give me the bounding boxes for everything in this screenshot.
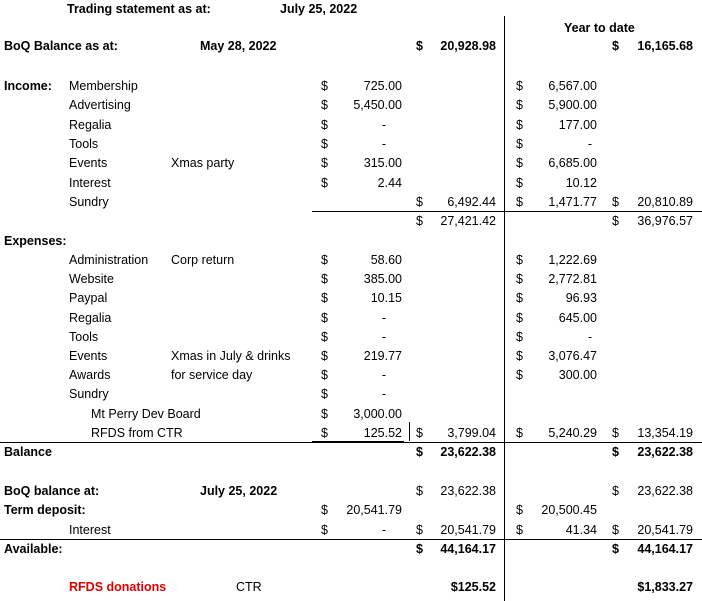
closing-date: July 25, 2022 bbox=[200, 484, 278, 498]
currency-symbol: $ bbox=[321, 503, 328, 517]
line-item-amount: 2.44 bbox=[377, 175, 402, 190]
line-item-ytd: 5,900.00 bbox=[548, 98, 597, 113]
currency-symbol: $ bbox=[516, 117, 523, 132]
available-label: Available: bbox=[4, 542, 63, 556]
line-item-name: Events bbox=[69, 349, 108, 363]
income-total-ytd: 20,810.89 bbox=[637, 195, 693, 209]
currency-symbol: $ bbox=[416, 426, 423, 440]
term-interest-label: Interest bbox=[69, 523, 111, 537]
currency-symbol: $ bbox=[416, 39, 423, 53]
income-subtotal-current: 27,421.42 bbox=[440, 214, 496, 228]
expenses-total-current: 3,799.04 bbox=[447, 426, 496, 440]
donations-label: RFDS donations bbox=[69, 580, 167, 594]
available-current: 44,164.17 bbox=[440, 542, 496, 556]
income-total-current: 6,492.44 bbox=[447, 195, 496, 209]
currency-symbol: $ bbox=[321, 407, 328, 421]
line-item-name: Tools bbox=[69, 329, 99, 344]
expenses-ytd-extra: 5,240.29 bbox=[548, 426, 597, 440]
sub-item-amount: 3,000.00 bbox=[353, 407, 402, 421]
expenses-total-rule bbox=[0, 442, 702, 443]
currency-symbol: $ bbox=[321, 117, 328, 132]
line-item-amount: 725.00 bbox=[363, 79, 402, 93]
line-item-ytd: 6,685.00 bbox=[548, 156, 597, 171]
available-ytd: 44,164.17 bbox=[637, 542, 693, 556]
currency-symbol: $ bbox=[321, 253, 328, 267]
currency-symbol: $ bbox=[516, 175, 523, 190]
sub-item-amount: 125.52 bbox=[363, 426, 402, 440]
currency-symbol: $ bbox=[516, 156, 523, 171]
sub-item-name: Mt Perry Dev Board bbox=[91, 407, 201, 421]
line-item-ytd: 1,222.69 bbox=[548, 253, 597, 267]
currency-symbol: $ bbox=[516, 291, 523, 306]
currency-symbol: $ bbox=[612, 523, 619, 537]
line-item-note: Xmas in July & drinks bbox=[171, 349, 291, 363]
term-label: Term deposit: bbox=[4, 503, 86, 517]
sub-item-name: RFDS from CTR bbox=[91, 426, 183, 440]
currency-symbol: $ bbox=[416, 523, 423, 537]
ytd-heading: Year to date bbox=[564, 21, 635, 35]
line-item-amount: - bbox=[381, 387, 386, 402]
currency-symbol: $ bbox=[516, 253, 523, 267]
line-item-ytd: 300.00 bbox=[558, 368, 597, 383]
currency-symbol: $ bbox=[516, 503, 523, 517]
donations-current: $125.52 bbox=[450, 580, 496, 594]
currency-symbol: $ bbox=[416, 484, 423, 498]
balance-ytd: 23,622.38 bbox=[637, 445, 693, 459]
line-item-ytd: 2,772.81 bbox=[548, 272, 597, 287]
currency-symbol: $ bbox=[321, 272, 328, 287]
line-item-name: Regalia bbox=[69, 310, 112, 325]
line-item-amount: 5,450.00 bbox=[353, 98, 402, 113]
balance-current: 23,622.38 bbox=[440, 445, 496, 459]
income-subtotal-ytd: 36,976.57 bbox=[637, 214, 693, 228]
currency-symbol: $ bbox=[612, 214, 619, 228]
currency-symbol: $ bbox=[416, 542, 423, 556]
currency-symbol: $ bbox=[321, 387, 328, 402]
currency-symbol: $ bbox=[516, 194, 523, 209]
line-item-ytd: - bbox=[587, 329, 592, 344]
line-item-name: Sundry bbox=[69, 194, 109, 209]
currency-symbol: $ bbox=[516, 329, 523, 344]
term-amount: 20,541.79 bbox=[346, 503, 402, 517]
line-item-ytd: 10.12 bbox=[565, 175, 597, 190]
statement-title: Trading statement as at: bbox=[67, 2, 211, 16]
term-ytd-amount: 20,500.45 bbox=[541, 503, 597, 517]
line-item-ytd: 96.93 bbox=[565, 291, 597, 306]
current-ytd-divider bbox=[504, 16, 505, 601]
line-item-note: Xmas party bbox=[171, 156, 235, 171]
currency-symbol: $ bbox=[612, 195, 619, 209]
currency-symbol: $ bbox=[516, 368, 523, 383]
line-item-name: Membership bbox=[69, 79, 138, 93]
line-item-name: Website bbox=[69, 272, 114, 287]
line-item-amount: - bbox=[381, 368, 386, 383]
currency-symbol: $ bbox=[416, 445, 423, 459]
currency-symbol: $ bbox=[612, 445, 619, 459]
currency-symbol: $ bbox=[416, 195, 423, 209]
currency-symbol: $ bbox=[321, 310, 328, 325]
line-item-ytd: - bbox=[587, 136, 592, 151]
currency-symbol: $ bbox=[321, 79, 328, 93]
expenses-total-ytd: 13,354.19 bbox=[637, 426, 693, 440]
line-item-ytd: 1,471.77 bbox=[548, 194, 597, 209]
currency-symbol: $ bbox=[612, 484, 619, 498]
line-item-amount: 10.15 bbox=[370, 291, 402, 306]
opening-label: BoQ Balance as at: bbox=[4, 39, 118, 53]
line-item-amount: 385.00 bbox=[363, 272, 402, 287]
currency-symbol: $ bbox=[516, 349, 523, 363]
closing-label: BoQ balance at: bbox=[4, 484, 100, 498]
line-item-name: Paypal bbox=[69, 291, 108, 306]
currency-symbol: $ bbox=[516, 136, 523, 151]
currency-symbol: $ bbox=[416, 214, 423, 228]
currency-symbol: $ bbox=[516, 98, 523, 113]
currency-symbol: $ bbox=[612, 426, 619, 440]
currency-symbol: $ bbox=[321, 329, 328, 344]
currency-symbol: $ bbox=[516, 426, 523, 440]
line-item-amount: 219.77 bbox=[363, 349, 402, 363]
line-item-name: Regalia bbox=[69, 117, 112, 132]
line-item-name: Interest bbox=[69, 175, 111, 190]
income-label: Income: bbox=[4, 79, 52, 93]
opening-current: 20,928.98 bbox=[440, 39, 496, 53]
currency-symbol: $ bbox=[516, 310, 523, 325]
term-total-rule bbox=[0, 539, 702, 540]
currency-symbol: $ bbox=[321, 156, 328, 171]
currency-symbol: $ bbox=[321, 349, 328, 363]
currency-symbol: $ bbox=[516, 79, 523, 93]
closing-current: 23,622.38 bbox=[440, 484, 496, 498]
currency-symbol: $ bbox=[321, 291, 328, 306]
line-item-name: Advertising bbox=[69, 98, 131, 113]
term-interest-total: 20,541.79 bbox=[440, 523, 496, 537]
current-column-divider bbox=[409, 422, 410, 441]
term-ytd-interest: 41.34 bbox=[565, 523, 597, 537]
currency-symbol: $ bbox=[321, 426, 328, 440]
donations-source: CTR bbox=[236, 580, 262, 594]
line-item-ytd: 6,567.00 bbox=[548, 79, 597, 93]
line-item-amount: - bbox=[381, 136, 386, 151]
term-interest-amount: - bbox=[381, 523, 386, 537]
opening-date: May 28, 2022 bbox=[200, 39, 277, 53]
line-item-note: for service day bbox=[171, 368, 253, 383]
line-item-name: Events bbox=[69, 156, 108, 171]
line-item-name: Tools bbox=[69, 136, 99, 151]
currency-symbol: $ bbox=[321, 175, 328, 190]
income-total-rule bbox=[312, 211, 702, 212]
statement-date: July 25, 2022 bbox=[280, 2, 358, 16]
line-item-note: Corp return bbox=[171, 253, 235, 267]
currency-symbol: $ bbox=[321, 368, 328, 383]
currency-symbol: $ bbox=[321, 98, 328, 113]
currency-symbol: $ bbox=[321, 523, 328, 537]
line-item-name: Awards bbox=[69, 368, 111, 383]
line-item-name: Administration bbox=[69, 253, 149, 267]
line-item-name: Sundry bbox=[69, 387, 109, 402]
line-item-ytd: 645.00 bbox=[558, 310, 597, 325]
line-item-amount: - bbox=[381, 310, 386, 325]
line-item-amount: - bbox=[381, 117, 386, 132]
currency-symbol: $ bbox=[612, 39, 619, 53]
expenses-label: Expenses: bbox=[4, 234, 67, 248]
closing-ytd: 23,622.38 bbox=[637, 484, 693, 498]
line-item-ytd: 177.00 bbox=[558, 117, 597, 132]
balance-label: Balance bbox=[4, 445, 52, 459]
currency-symbol: $ bbox=[516, 523, 523, 537]
line-item-amount: 315.00 bbox=[363, 156, 402, 171]
line-item-ytd: 3,076.47 bbox=[548, 349, 597, 363]
term-ytd-total: 20,541.79 bbox=[637, 523, 693, 537]
donations-ytd: $1,833.27 bbox=[637, 580, 693, 594]
opening-ytd: 16,165.68 bbox=[637, 39, 693, 53]
currency-symbol: $ bbox=[612, 542, 619, 556]
currency-symbol: $ bbox=[516, 272, 523, 287]
line-item-amount: 58.60 bbox=[370, 253, 402, 267]
currency-symbol: $ bbox=[321, 136, 328, 151]
line-item-amount: - bbox=[381, 329, 386, 344]
